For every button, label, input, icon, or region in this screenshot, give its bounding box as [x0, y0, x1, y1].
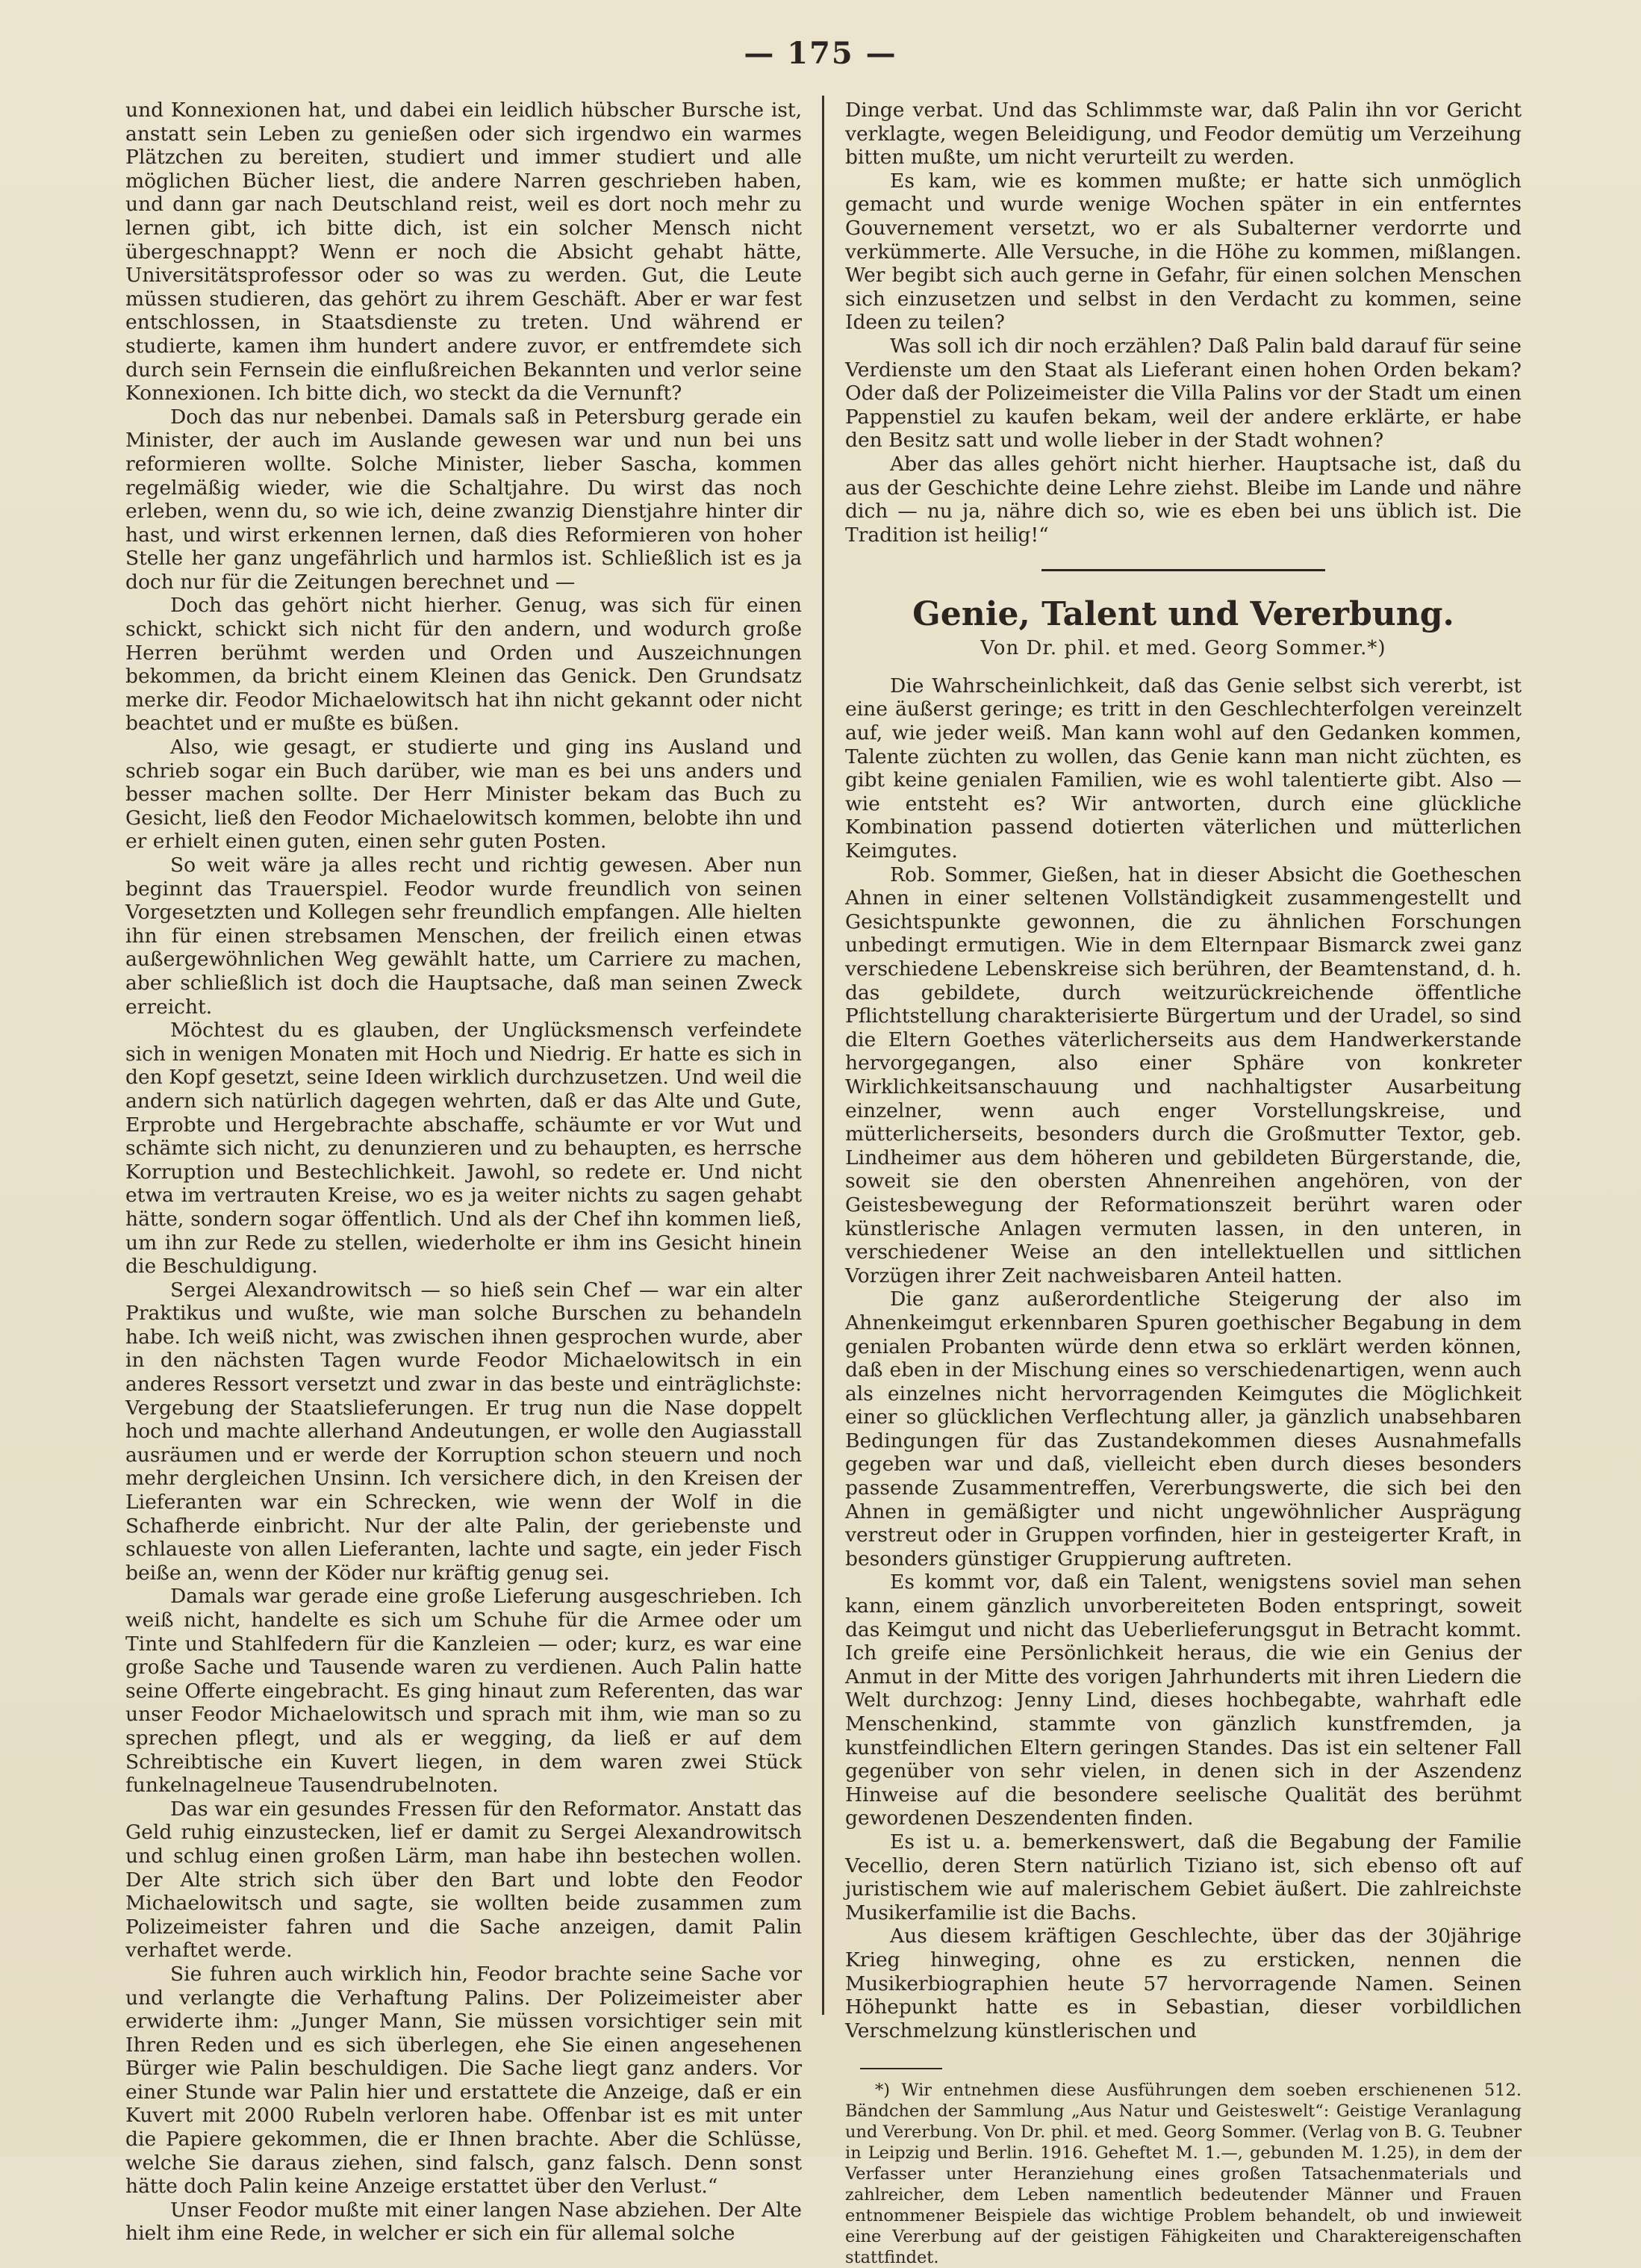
story-paragraph: Aber das alles gehört nicht hierher. Hauptsache ist, daß du aus der Geschichte deine Lehre ziehst. Bleibe im Lande und nähre dich — nu ja, nähre dich so, wie es eben bei uns üblich ist. Die Tradition ist heilig!“	[845, 452, 1522, 547]
column-divider	[822, 96, 824, 2015]
article-paragraph: Es ist u. a. bemerkenswert, daß die Begabung der Familie Vecellio, deren Stern natürlich Tiziano ist, sich ebenso oft auf juristischem wie auf malerischem Gebiet äußert. Die zahlreichste Musikerfamilie ist die Bachs.	[845, 1830, 1522, 1924]
article-paragraph: Die Wahrscheinlichkeit, daß das Genie selbst sich vererbt, ist eine äußerst geringe; es tritt in den Geschlechterfolgen vereinzelt auf, wie jeder weiß. Man kann wohl auf den Gedanken kommen, Talente züchten zu wollen, das Genie kann man nicht züchten, es gibt keine genialen Familien, wie es wohl talentierte gibt. Also — wie entsteht es? Wir antworten, durch eine glückliche Kombination passend dotierten väterlichen und mütterlichen Keimgutes.	[845, 674, 1522, 863]
story-paragraph: Sie fuhren auch wirklich hin, Feodor brachte seine Sache vor und verlangte die Verhaftung Palins. Der Polizeimeister aber erwiderte ihm: „Junger Mann, Sie müssen vorsichtiger sein mit Ihren Reden und es sich überlegen, ehe Sie einen angesehenen Bürger wie Palin beschuldigen. Die Sache liegt ganz anders. Vor einer Stunde war Palin hier und erstattete die Anzeige, daß er ein Kuvert mit 2000 Rubeln verloren habe. Offenbar ist es mit unter die Papiere gekommen, die er Ihnen brachte. Aber die Schlüsse, welche Sie daraus ziehen, sind falsch, ganz falsch. Denn sonst hätte doch Palin keine Anzeige erstattet über den Verlust.“	[125, 1962, 802, 2199]
story-paragraph: Damals war gerade eine große Lieferung ausgeschrieben. Ich weiß nicht, handelte es sich um Schuhe für die Armee oder um Tinte und Stahlfedern für die Kanzleien — oder; kurz, es war eine große Sache und Tausende waren zu verdienen. Auch Palin hatte seine Offerte eingebracht. Es ging hinaut zum Referenten, das war unser Feodor Michaelowitsch und sprach mit ihm, wie man so zu sprechen pflegt, und als er wegging, da ließ er auf dem Schreibtische ein Kuvert liegen, in dem waren zwei Stück funkelnagelneue Tausendrubelnoten.	[125, 1585, 802, 1798]
article-paragraph: Die ganz außerordentliche Steigerung der also im Ahnenkeimgut erkennbaren Spuren goethischer Begabung in dem genialen Probanten würde denn etwa so erklärt werden können, daß eben in der Mischung eines so verschiedenartigen, wenn auch als einzelnes nicht hervorragenden Keimgutes die Möglichkeit einer so glücklichen Verflechtung aller, ja gänzlich unabsehbaren Bedingungen für das Zustandekommen dieses Ausnahmefalls gegeben war und daß, vielleicht eben durch dieses besonders passende Zusammentreffen, Vererbungswerte, die sich bei den Ahnen in gemäßigter und nicht ungewöhnlicher Ausprägung verstreut oder in Gruppen vorfinden, hier in gesteigerter Kraft, in besonders günstiger Gruppierung auftreten.	[845, 1287, 1522, 1570]
page-number: — 175 —	[744, 36, 897, 71]
story-paragraph: Doch das gehört nicht hierher. Genug, was sich für einen schickt, schickt sich nicht für den andern, und wodurch große Herren berühmt werden und Orden und Auszeichnungen bekommen, da bricht einem Kleinen das Genick. Den Grundsatz merke dir. Feodor Michaelowitsch hat ihn nicht gekannt oder nicht beachtet und er mußte es büßen.	[125, 594, 802, 736]
footnote	[845, 2080, 1522, 2268]
right-column	[845, 99, 1522, 2268]
article-body	[845, 674, 1522, 2042]
article-title: Genie, Talent und Vererbung.	[912, 595, 1454, 634]
article-paragraph: Rob. Sommer, Gießen, hat in dieser Absicht die Goetheschen Ahnen in einer seltenen Vollständigkeit zusammengestellt und Gesichtspunkte gewonnen, die zu ähnlichen Forschungen unbedingt ermutigen. Wie in dem Elternpaar Bismarck zwei ganz verschiedene Lebenskreise sich berühren, der Beamtenstand, d. h. das gebildete, durch weitzurückreichende öffentliche Pflichtstellung charakterisierte Bürgertum und der Uradel, so sind die Eltern Goethes väterlicherseits aus dem Handwerkerstande hervorgegangen, also einer Sphäre von konkreter Wirklichkeitsanschauung und nachhaltigster Ausarbeitung einzelner, wenn auch enger Vorstellungskreise, und mütterlicherseits, besonders durch die Großmutter Textor, geb. Lindheimer aus dem höheren und gebildeten Bürgerstande, die, soweit sie den obersten Ahnenreihen angehören, von der Geistesbewegung der Reformationszeit berührt waren oder künstlerische Anlagen vermuten lassen, in den unteren, in verschiedener Weise an den intellektuellen und sittlichen Vorzügen ihrer Zeit nachweisbaren Anteil hatten.	[845, 863, 1522, 1287]
footnote-text: *) Wir entnehmen diese Ausführungen dem soeben erschienenen 512. Bändchen der Sammlung „Aus Natur und Geisteswelt“: Geistige Veranlagung und Vererbung. Von Dr. phil. et med. Georg Sommer. (Verlag von B. G. Teubner in Leipzig und Berlin. 1916. Geheftet M. 1.—, gebunden M. 1.25), in dem der Verfasser unter Heranziehung eines großen Tatsachenmaterials und zahlreicher, dem Leben namentlich bedeutender Männer und Frauen entnommener Beispiele das wichtige Problem behandelt, ob und inwieweit eine Vererbung auf der geistigen Fähigkeiten und Charaktereigenschaften stattfindet.	[845, 2081, 1522, 2268]
story-paragraph: Dinge verbat. Und das Schlimmste war, daß Palin ihn vor Gericht verklagte, wegen Beleidigung, und Feodor demütig um Verzeihung bitten mußte, um nicht verurteilt zu werden.	[845, 99, 1522, 170]
section-separator	[1041, 569, 1325, 571]
footnote-rule	[860, 2068, 942, 2069]
story-paragraph: und Konnexionen hat, und dabei ein leidlich hübscher Bursche ist, anstatt sein Leben zu genießen oder sich irgendwo ein warmes Plätzchen zu bereiten, studiert und immer studiert und alle möglichen Bücher liest, die andere Narren geschrieben haben, und dann gar nach Deutschland reist, weil es dort noch mehr zu lernen gibt, ich bitte dich, ist ein solcher Mensch nicht übergeschnappt? Wenn er noch die Absicht gehabt hätte, Universitätsprofessor oder so was zu werden. Gut, die Leute müssen studieren, das gehört zu ihrem Geschäft. Aber er war fest entschlossen, in Staatsdienste zu treten. Und während er studierte, kamen ihm hundert andere zuvor, er entfremdete sich durch sein Fernsein die einflußreichen Bekannten und verlor seine Konnexionen. Ich bitte dich, wo steckt da die Vernunft?	[125, 99, 802, 406]
story-paragraph: Also, wie gesagt, er studierte und ging ins Ausland und schrieb sogar ein Buch darüber, wie man es bei uns anders und besser machen sollte. Der Herr Minister bekam das Buch zu Gesicht, ließ den Feodor Michaelowitsch kommen, belobte ihn und er erhielt einen guten, einen sehr guten Posten.	[125, 736, 802, 854]
article-paragraph: Es kommt vor, daß ein Talent, wenigstens soviel man sehen kann, einem gänzlich unvorbereiteten Boden entspringt, soweit das Keimgut und nicht das Ueberlieferungsgut in Betracht kommt. Ich greife eine Persönlichkeit heraus, die wie ein Genius der Anmut in der Mitte des vorigen Jahrhunderts mit ihren Liedern die Welt durchzog: Jenny Lind, dieses hochbegabte, wahrhaft edle Menschenkind, stammte von gänzlich kunstfremden, ja kunstfeindlichen Eltern geringen Standes. Das ist ein seltener Fall gegenüber von sehr vielen, in denen sich in der Aszendenz Hinweise auf die besondere seelische Qualität des berühmt gewordenen Deszendenten finden.	[845, 1570, 1522, 1830]
article-paragraph: Aus diesem kräftigen Geschlechte, über das der 30jährige Krieg hinweging, ohne es zu ersticken, nennen die Musikerbiographien heute 57 hervorragende Namen. Seinen Höhepunkt hatte es in Sebastian, dieser vorbildlichen Verschmelzung künstlerischen und	[845, 1924, 1522, 2042]
story-paragraph: Doch das nur nebenbei. Damals saß in Petersburg gerade ein Minister, der auch im Auslande gewesen war und nun bei uns reformieren wollte. Solche Minister, lieber Sascha, kommen regelmäßig wieder, wie die Schaltjahre. Du wirst das noch erleben, wenn du, so wie ich, deine zwanzig Dienstjahre hinter dir hast, und wirst erkennen lernen, daß dies Reformieren von hoher Stelle her ganz ungefährlich und harmlos ist. Schließlich ist es ja doch nur für die Zeitungen berechnet und —	[125, 405, 802, 594]
story-paragraph: So weit wäre ja alles recht und richtig gewesen. Aber nun beginnt das Trauerspiel. Feodor wurde freundlich von seinen Vorgesetzten und Kollegen sehr freundlich empfangen. Alle hielten ihn für einen strebsamen Menschen, der freilich einen etwas außergewöhnlichen Weg gewählt hatte, um Carriere zu machen, aber schließlich ist doch die Hauptsache, daß man seinen Zweck erreicht.	[125, 854, 802, 1019]
story-paragraph: Das war ein gesundes Fressen für den Reformator. Anstatt das Geld ruhig einzustecken, lief er damit zu Sergei Alexandrowitsch und schlug einen großen Lärm, man habe ihn bestechen wollen. Der Alte strich sich über den Bart und lobte den Feodor Michaelowitsch und sagte, sie wollten beide zusammen zum Polizeimeister fahren und die Sache anzeigen, damit Palin verhaftet werde.	[125, 1797, 802, 1963]
article-author: Von Dr. phil. et med. Georg Sommer.*)	[980, 637, 1386, 660]
story-continuation	[845, 99, 1522, 547]
story-paragraph: Möchtest du es glauben, der Unglücksmensch verfeindete sich in wenigen Monaten mit Hoch und Niedrig. Er hatte es sich in den Kopf gesetzt, seine Ideen wirklich durchzusetzen. Und weil die andern sich natürlich dagegen wehrten, daß er das Alte und Gute, Erprobte und Hergebrachte abschaffe, schäumte er vor Wut und schämte sich nicht, zu denunzieren und zu behaupten, es herrsche Korruption und Bestechlichkeit. Jawohl, so redete er. Und nicht etwa im vertrauten Kreise, wo es ja weiter nichts zu sagen gehabt hätte, sondern sogar öffentlich. Und als der Chef ihn kommen ließ, um ihn zur Rede zu stellen, wiederholte er ihm ins Gesicht hinein die Beschuldigung.	[125, 1019, 802, 1279]
story-paragraph: Unser Feodor mußte mit einer langen Nase abziehen. Der Alte hielt ihm eine Rede, in welcher er sich ein für allemal solche	[125, 2198, 802, 2246]
left-column	[125, 99, 802, 2246]
story-paragraph: Es kam, wie es kommen mußte; er hatte sich unmöglich gemacht und wurde wenige Wochen später in ein entferntes Gouvernement versetzt, wo er als Subalterner verdorrte und verkümmerte. Alle Versuche, in die Höhe zu kommen, mißlangen. Wer begibt sich auch gerne in Gefahr, für einen solchen Menschen sich einzusetzen und selbst in den Verdacht zu kommen, seine Ideen zu teilen?	[845, 169, 1522, 335]
story-paragraph: Sergei Alexandrowitsch — so hieß sein Chef — war ein alter Praktikus und wußte, wie man solche Burschen zu behandeln habe. Ich weiß nicht, was zwischen ihnen gesprochen wurde, aber in den nächsten Tagen wurde Feodor Michaelowitsch in ein anderes Ressort versetzt und zwar in das beste und einträglichste: Vergebung der Staatslieferungen. Er trug nun die Nase doppelt hoch und machte allerhand Andeutungen, er wolle den Augiasstall ausräumen und er werde der Korruption schon steuern und noch mehr dergleichen Unsinn. Ich versichere dich, in den Kreisen der Lieferanten war ein Schrecken, wie wenn der Wolf in die Schafherde einbricht. Nur der alte Palin, der geriebenste und schlaueste von allen Lieferanten, lachte und sagte, ein jeder Fisch beiße an, wenn der Köder nur kräftig genug sei.	[125, 1278, 802, 1585]
story-paragraph: Was soll ich dir noch erzählen? Daß Palin bald darauf für seine Verdienste um den Staat als Lieferant einen hohen Orden bekam? Oder daß der Polizeimeister die Villa Palins vor der Stadt um einen Pappenstiel zu kaufen bekam, weil der andere erklärte, er habe den Besitz satt und wolle lieber in der Stadt wohnen?	[845, 334, 1522, 453]
